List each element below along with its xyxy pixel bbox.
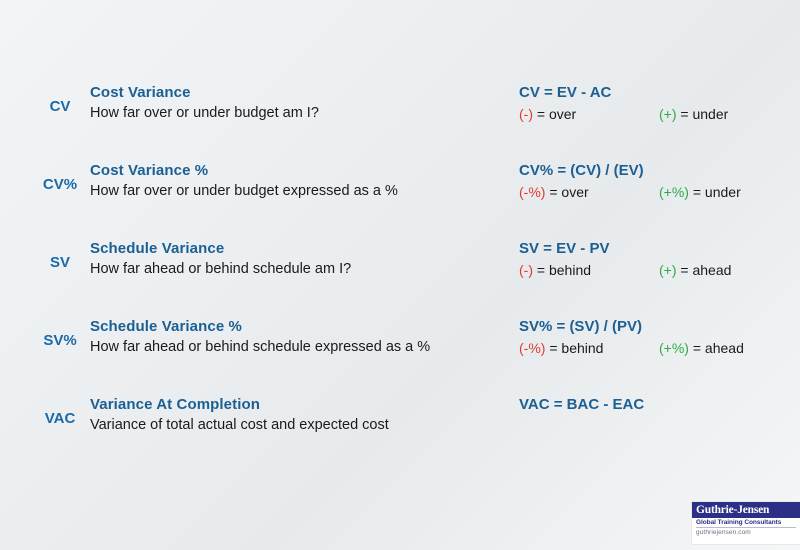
positive-separator: = — [680, 262, 689, 278]
row-negative-meaning — [519, 106, 576, 122]
company-logo — [692, 502, 800, 544]
positive-symbol: (+) — [659, 262, 677, 278]
row-abbreviation: VAC — [44, 410, 76, 427]
positive-symbol: (+) — [659, 106, 677, 122]
negative-word: behind — [561, 340, 604, 356]
positive-separator: = — [692, 340, 702, 356]
positive-word: under — [692, 106, 729, 122]
row-formula: CV% = (CV) / (EV) — [519, 162, 644, 179]
negative-separator: = — [536, 262, 546, 278]
logo-divider — [696, 527, 796, 528]
row-abbreviation: CV — [49, 98, 71, 115]
positive-word: ahead — [704, 340, 744, 356]
row-formula: CV = EV - AC — [519, 84, 612, 101]
row-positive-meaning — [659, 262, 731, 278]
negative-symbol: (-) — [519, 106, 533, 122]
variance-formula-list — [0, 84, 800, 474]
negative-word: over — [561, 184, 589, 200]
negative-symbol: (-%) — [519, 340, 546, 356]
positive-symbol: (+%) — [659, 340, 689, 356]
table-row — [0, 240, 800, 318]
negative-separator: = — [549, 184, 558, 200]
row-negative-meaning — [519, 184, 589, 200]
row-title: Schedule Variance % — [90, 318, 242, 335]
table-row — [0, 84, 800, 162]
positive-separator: = — [680, 106, 689, 122]
row-abbreviation: CV% — [42, 176, 78, 193]
row-title: Schedule Variance — [90, 240, 225, 257]
positive-word: under — [704, 184, 741, 200]
negative-separator: = — [536, 106, 546, 122]
row-description: How far ahead or behind schedule am I? — [90, 261, 352, 277]
negative-word: over — [548, 106, 577, 122]
row-title: Cost Variance % — [90, 162, 209, 179]
negative-symbol: (-) — [519, 262, 533, 278]
row-description: How far over or under budget am I? — [90, 105, 319, 121]
row-positive-meaning — [659, 106, 728, 122]
table-row — [0, 318, 800, 396]
row-positive-meaning — [659, 184, 741, 200]
table-row — [0, 162, 800, 240]
row-negative-meaning — [519, 262, 591, 278]
positive-symbol: (+%) — [659, 184, 689, 200]
logo-name: Guthrie-Jensen — [692, 502, 800, 518]
positive-separator: = — [692, 184, 702, 200]
negative-symbol: (-%) — [519, 184, 546, 200]
row-description: Variance of total actual cost and expected cost — [90, 417, 389, 433]
row-formula: VAC = BAC - EAC — [519, 396, 645, 413]
row-negative-meaning — [519, 340, 603, 356]
logo-url: guthriejensen.com — [696, 529, 751, 536]
row-description: How far over or under budget expressed as a % — [90, 183, 398, 199]
positive-word: ahead — [692, 262, 732, 278]
row-formula: SV = EV - PV — [519, 240, 610, 257]
negative-word: behind — [548, 262, 592, 278]
row-title: Variance At Completion — [90, 396, 261, 413]
row-abbreviation: SV — [49, 254, 70, 271]
row-title: Cost Variance — [90, 84, 191, 101]
logo-tagline: Global Training Consultants — [696, 519, 782, 526]
row-description: How far ahead or behind schedule expressed as a % — [90, 339, 431, 355]
negative-separator: = — [549, 340, 558, 356]
row-positive-meaning — [659, 340, 744, 356]
row-formula: SV% = (SV) / (PV) — [519, 318, 642, 335]
row-abbreviation: SV% — [43, 332, 77, 349]
table-row — [0, 396, 800, 474]
